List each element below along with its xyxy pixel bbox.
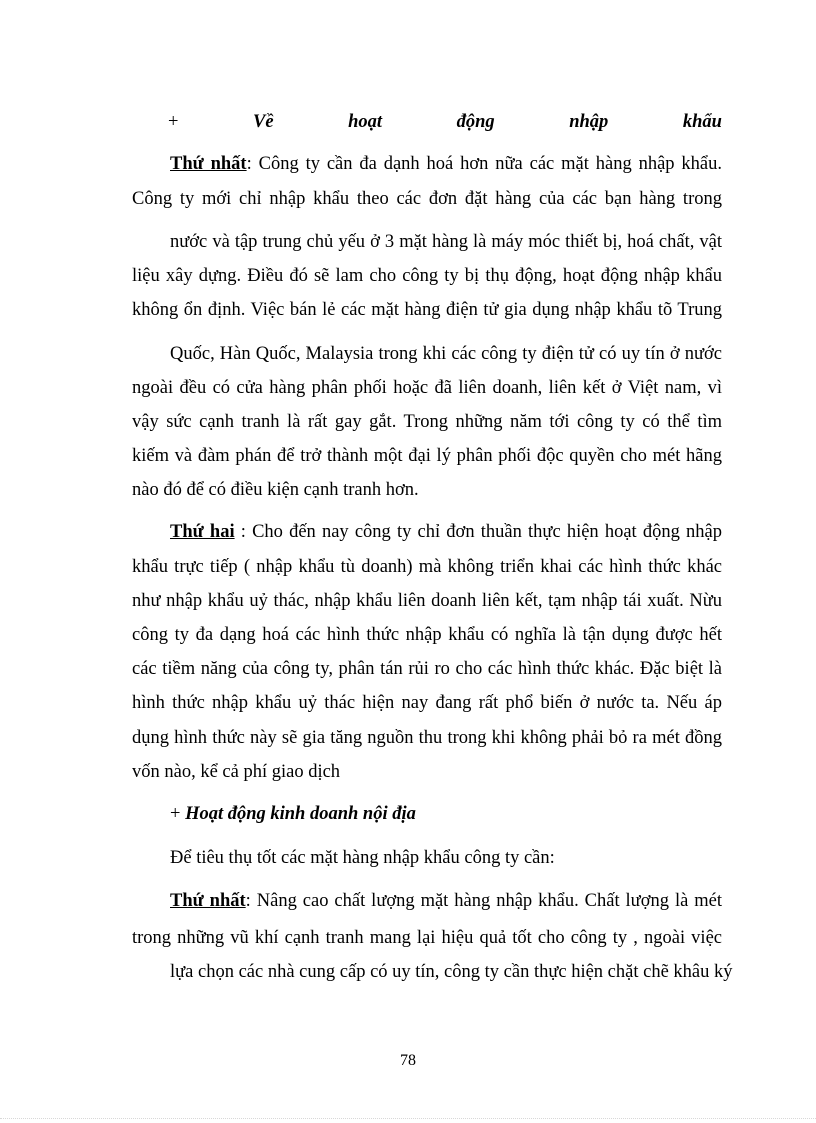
page-number: 78 (400, 1052, 416, 1069)
paragraph-line: công ty đa dạng hoá các hình thức nhập khẩu có nghĩa là tận dụng được hết (132, 625, 722, 645)
paragraph-line: Thứ hai : Cho đến nay công ty chỉ đơn thuần thực hiện hoạt động nhập (170, 522, 722, 542)
paragraph-line: ngoài đều có cửa hàng phân phối hoặc đã liên doanh, liên kết ở Việt nam, vì (132, 378, 722, 398)
paragraph-line: Quốc, Hàn Quốc, Malaysia trong khi các công ty điện tử có uy tín ở nước (170, 344, 722, 364)
paragraph-line: kiếm và đàm phán để trở thành một đại lý phân phối độc quyền cho mét hãng (132, 446, 722, 466)
heading-word: Về (253, 112, 274, 132)
heading-title: Hoạt động kinh doanh nội địa (185, 804, 416, 824)
paragraph-label: Thứ hai (170, 522, 235, 542)
intro-line: Để tiêu thụ tốt các mặt hàng nhập khẩu công ty cần: (170, 848, 555, 868)
heading-plus: + (168, 112, 179, 132)
heading-plus: + (170, 804, 186, 824)
paragraph-line: lựa chọn các nhà cung cấp có uy tín, công ty cần thực hiện chặt chẽ khâu ký (170, 962, 733, 982)
section-heading-domestic (170, 802, 722, 826)
paragraph-line: dụng hình thức này sẽ gia tăng nguồn thu trong khi không phải bỏ ra mét đồng (132, 728, 722, 748)
heading-word: khẩu (682, 112, 722, 132)
paragraph-line: như nhập khẩu uỷ thác, nhập khẩu liên doanh liên kết, tạm nhập tái xuất. Nừu (132, 591, 722, 611)
paragraph-label: Thứ nhất (170, 154, 247, 174)
paragraph-line: không ổn định. Việc bán lẻ các mặt hàng điện tử gia dụng nhập khẩu tõ Trung (132, 300, 722, 320)
paragraph-line: trong những vũ khí cạnh tranh mang lại hiệu quả tốt cho công ty , ngoài việc (132, 928, 722, 948)
paragraph-line: vậy sức cạnh tranh là rất gay gắt. Trong những năm tới công ty có thể tìm (132, 412, 722, 432)
paragraph-line: nào đó để có điều kiện cạnh tranh hơn. (132, 480, 419, 500)
paragraph-line: khẩu trực tiếp ( nhập khẩu tù doanh) mà không triển khai các hình thức khác (132, 557, 722, 577)
paragraph-line: các tiềm năng của công ty, phân tán rủi ro cho các hình thức khác. Đặc biệt là (132, 659, 722, 679)
heading-word: nhập (569, 112, 609, 132)
paragraph-line: Thứ nhất: Nâng cao chất lượng mặt hàng nhập khẩu. Chất lượng là mét (170, 891, 722, 911)
paragraph-line: hình thức nhập khẩu uỷ thác hiện nay đang rất phổ biến ở nước ta. Nếu áp (132, 693, 722, 713)
heading-word: động (456, 112, 495, 132)
paragraph-line: Thứ nhất: Công ty cần đa dạnh hoá hơn nữa các mặt hàng nhập khẩu. (170, 154, 722, 174)
heading-word: hoạt (348, 112, 383, 132)
page-bottom-rule (0, 1118, 816, 1119)
paragraph-label: Thứ nhất (170, 891, 246, 911)
section-heading-import (168, 110, 722, 134)
paragraph-line: nước và tập trung chủ yếu ở 3 mặt hàng là máy móc thiết bị, hoá chất, vật (170, 232, 722, 252)
paragraph-line: Công ty mới chỉ nhập khẩu theo các đơn đặt hàng của các bạn hàng trong (132, 189, 722, 209)
paragraph-line: vốn nào, kể cả phí giao dịch (132, 762, 341, 782)
paragraph-line: liệu xây dựng. Điều đó sẽ lam cho công ty bị thụ động, hoạt động nhập khẩu (132, 266, 722, 286)
